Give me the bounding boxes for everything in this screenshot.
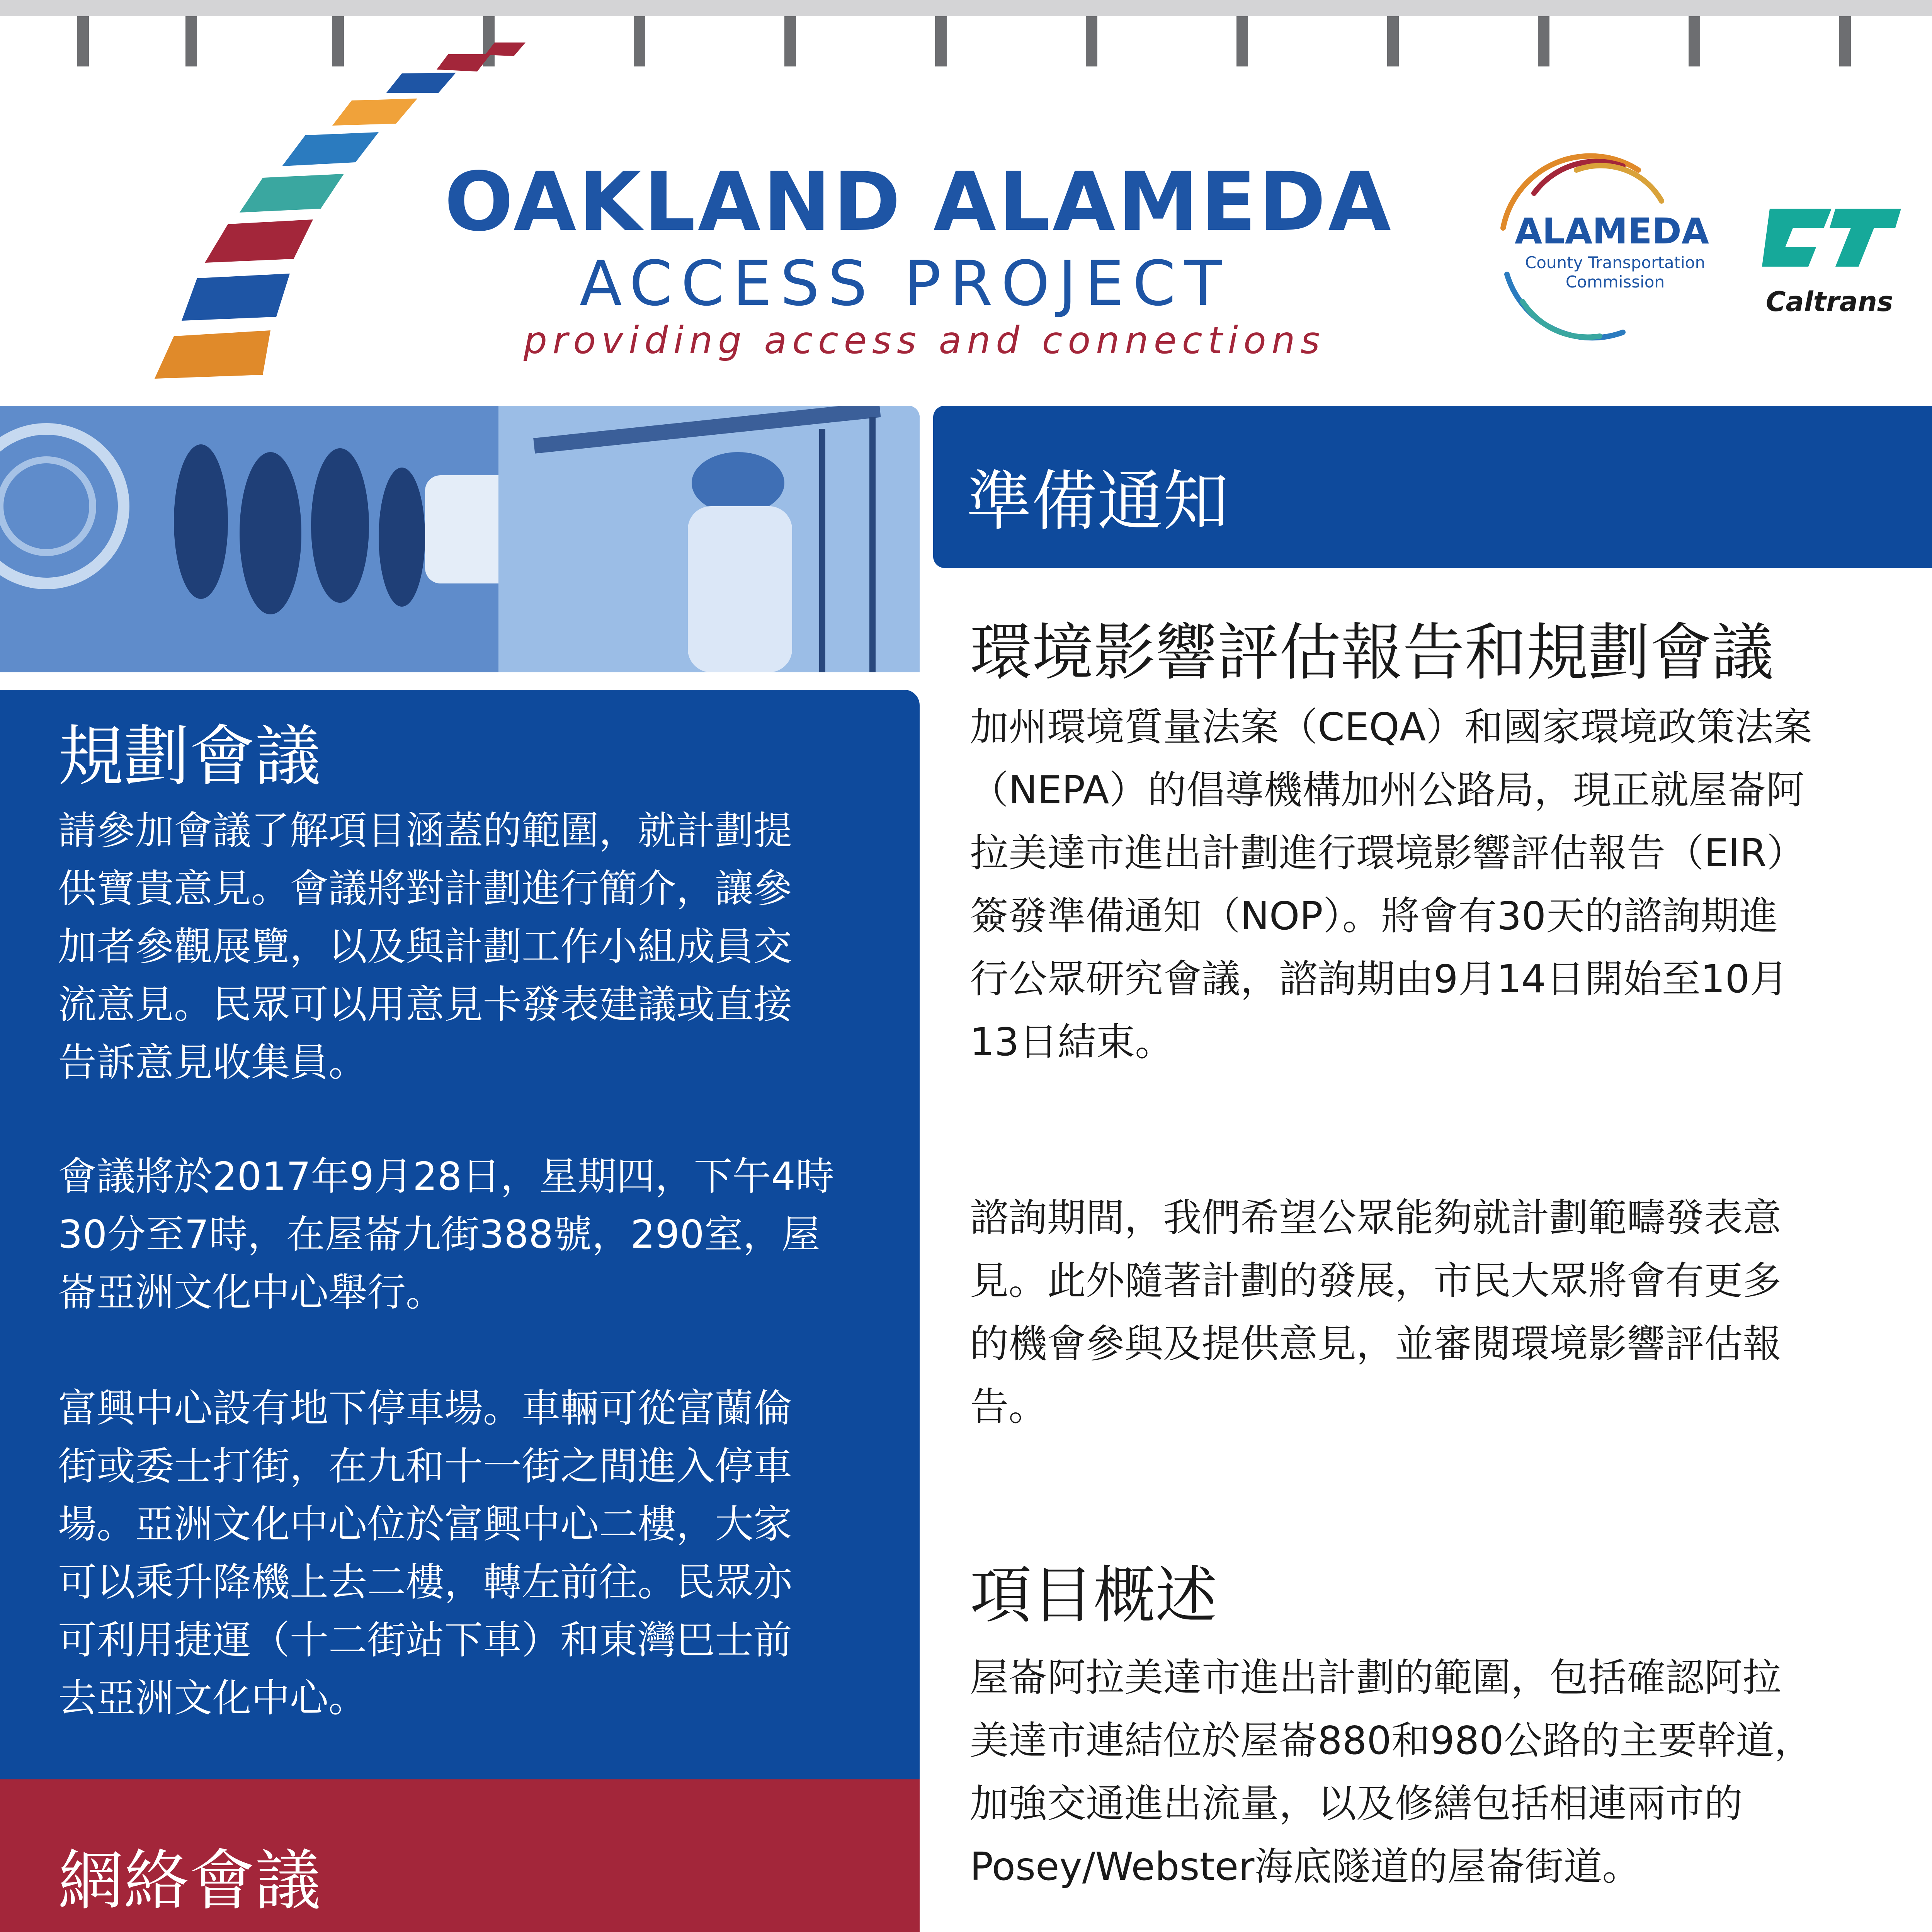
ruler-tick-icon (1839, 16, 1851, 66)
top-ruler (0, 0, 1932, 16)
notice-title: 準備通知 (966, 463, 1229, 540)
ruler-tick-icon (935, 16, 947, 66)
online-meeting-paragraph (58, 1926, 873, 1932)
ruler-tick-icon (77, 16, 89, 66)
ruler-tick-icon (1689, 16, 1700, 66)
planning-paragraph-3: 富興中心設有地下停車場。車輛可從富蘭倫 街或委士打街，在九和十一街之間進入停車 場。亞洲文化中心位於富興中心二樓，大家 可以乘升降機上去二樓，轉左前往。民眾亦 可利用捷運（十二街站下車）和東灣巴士前 去亞洲文化中心。 (58, 1386, 792, 1721)
ruler-tick-icon (1236, 16, 1248, 66)
ruler-tick-icon (1086, 16, 1097, 66)
planning-meeting-heading: 規劃會議 (58, 718, 321, 795)
eir-paragraph-2: 諮詢期間，我們希望公眾能夠就計劃範疇發表意 見。此外隨著計劃的發展，市民大眾將會有更多 的機會參與及提供意見，並審閱環境影響評估報 告。 (970, 1195, 1781, 1429)
overview-paragraph-1: 屋崙阿拉美達市進出計劃的範圍，包括確認阿拉 美達市連結位於屋崙880和980公路的主要幹道， 加強交通進出流量，以及修繕包括相連兩市的 Posey/Webster海底隧道的屋崙街道。 (970, 1655, 1813, 1889)
construction-photo (0, 406, 920, 672)
caltrans-wordmark: Caltrans (1766, 286, 1893, 318)
planning-paragraph-1: 請參加會議了解項目涵蓋的範圍，就計劃提 供寶貴意見。會議將對計劃進行簡介，讓參 加者參觀展覽，以及與計劃工作小組成員交 流意見。民眾可以用意見卡發表建議或直接 告訴意見收集員。 (58, 808, 792, 1085)
eir-heading: 環境影響評估報告和規劃會議 (970, 616, 1774, 689)
actc-name: ALAMEDA (1515, 211, 1709, 252)
project-tagline: providing access and connections (524, 319, 1325, 362)
project-title-line1: OAKLAND ALAMEDA (444, 155, 1393, 249)
ruler-tick-icon (1387, 16, 1399, 66)
ruler-tick-icon (1538, 16, 1549, 66)
planning-paragraph-2: 會議將於2017年9月28日，星期四，下午4時 30分至7時，在屋崙九街388號，290室，屋 崙亞洲文化中心舉行。 (58, 1154, 834, 1315)
project-title-line2: ACCESS PROJECT (580, 247, 1231, 320)
overview-heading: 項目概述 (970, 1559, 1218, 1631)
online-meeting-heading: 網絡會議 (58, 1843, 321, 1919)
eir-paragraph-1: 加州環境質量法案（CEQA）和國家環境政策法案 （NEPA）的倡導機構加州公路局，現正就屋崙阿 拉美達市進出計劃進行環境影響評估報告（EIR） 簽發準備通知（NOP）。將會有30天的諮詢期進 行公眾研究會議，諮詢期由9月14日開始至10月 13日結束。 (970, 704, 1813, 1065)
actc-subtitle: County Transportation Commission (1525, 253, 1706, 291)
ruler-tick-icon (784, 16, 796, 66)
